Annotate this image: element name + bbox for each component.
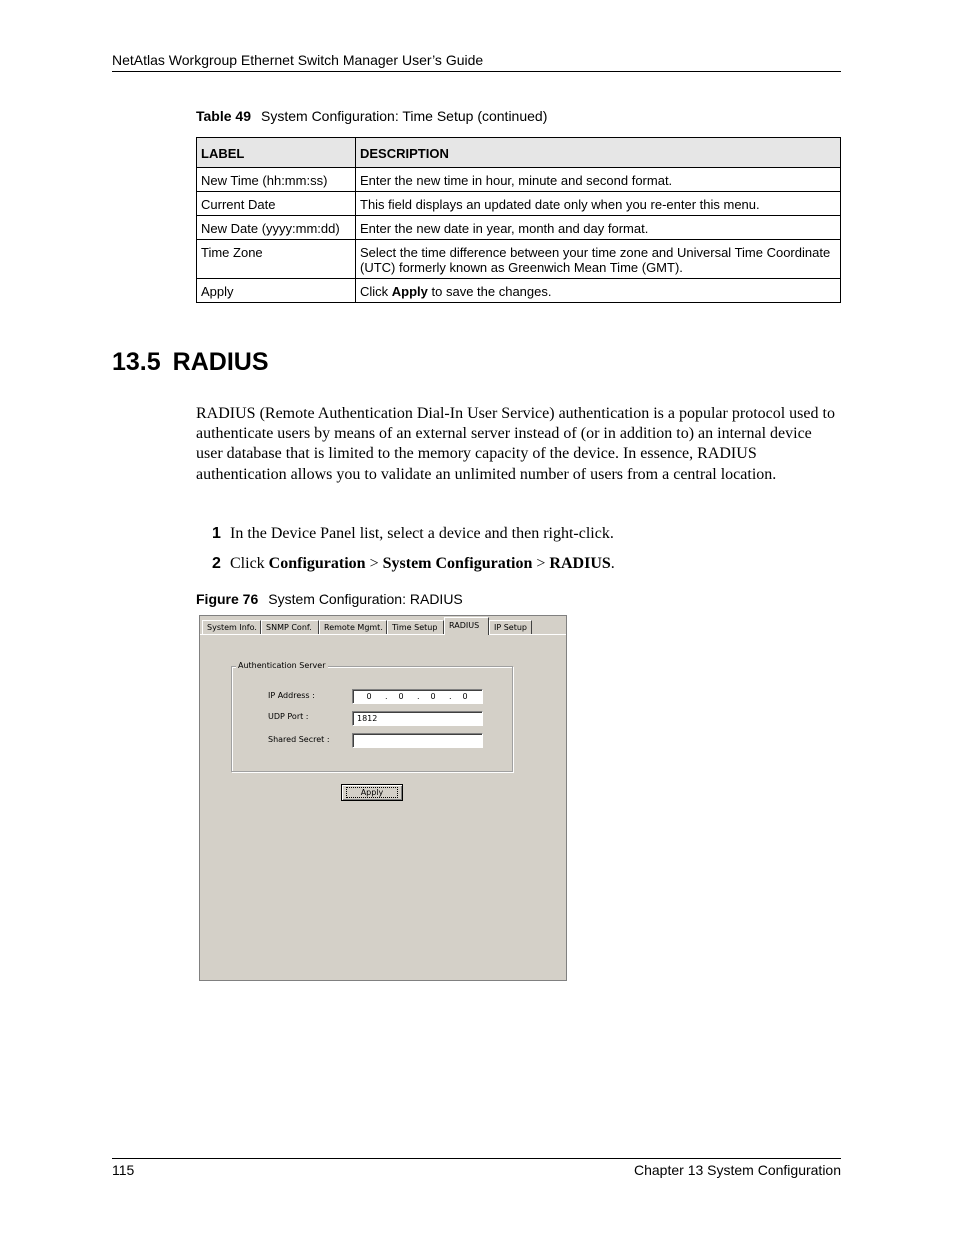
tab-ip-setup[interactable]: IP Setup — [489, 620, 532, 634]
apply-button-label: Apply — [346, 787, 399, 798]
table-caption-text: System Configuration: Time Setup (continued) — [261, 108, 548, 124]
page-number: 115 — [112, 1162, 135, 1178]
footer-chapter: Chapter 13 System Configuration — [634, 1162, 841, 1178]
table-row — [197, 279, 841, 303]
udp-port-input[interactable]: 1812 — [352, 711, 483, 726]
row-label: Current Date — [197, 192, 356, 216]
figure-caption-label: Figure 76 — [196, 591, 259, 607]
table-caption — [196, 108, 547, 124]
udp-port-label: UDP Port : — [268, 712, 309, 721]
step-number: 1 — [212, 525, 221, 542]
ip-octet-4: 0 — [462, 692, 468, 701]
ip-octet-1: 0 — [366, 692, 372, 701]
section-heading — [112, 348, 281, 377]
tab-system-info[interactable]: System Info. — [202, 620, 261, 634]
running-header: NetAtlas Workgroup Ethernet Switch Manager User’s Guide — [112, 52, 484, 68]
tab-snmp-conf[interactable]: SNMP Conf. — [261, 620, 319, 634]
ip-octet-2: 0 — [398, 692, 404, 701]
tab-radius[interactable]: RADIUS — [444, 617, 489, 635]
row-label: New Time (hh:mm:ss) — [197, 168, 356, 192]
group-title: Authentication Server — [238, 661, 326, 670]
table-row — [197, 240, 841, 279]
figure-caption-text: System Configuration: RADIUS — [268, 591, 463, 607]
step-text-pre: Click — [230, 555, 269, 572]
row-label: Apply — [197, 279, 356, 303]
row-description: Enter the new date in year, month and day format. — [356, 216, 841, 240]
row-description: Select the time difference between your time zone and Universal Time Coordinate (UTC) formerly known as Greenwich Mean Time (GMT). — [356, 240, 841, 279]
step-bold-configuration: Configuration — [268, 555, 366, 572]
row-label: New Date (yyyy:mm:dd) — [197, 216, 356, 240]
step-separator: > — [532, 555, 550, 572]
row-description: Enter the new time in hour, minute and second format. — [356, 168, 841, 192]
ip-address-label: IP Address : — [268, 691, 315, 700]
table-row — [197, 168, 841, 192]
step-number: 2 — [212, 555, 221, 572]
table-row — [197, 192, 841, 216]
section-number: 13.5 — [112, 348, 161, 376]
table-caption-label: Table 49 — [196, 108, 251, 124]
step-1 — [212, 525, 614, 543]
row-description-post: to save the changes. — [427, 284, 552, 299]
step-2 — [212, 555, 615, 573]
tab-baseline — [200, 634, 566, 635]
section-title: RADIUS — [172, 348, 269, 376]
row-label: Time Zone — [197, 240, 356, 279]
step-text: In the Device Panel list, select a device and then right-click. — [230, 525, 614, 542]
footer-rule — [112, 1158, 841, 1159]
row-description: This field displays an updated date only when you re-enter this menu. — [356, 192, 841, 216]
step-bold-radius: RADIUS — [549, 555, 611, 572]
shared-secret-input[interactable] — [352, 733, 483, 748]
tab-bar — [200, 616, 566, 635]
shared-secret-label: Shared Secret : — [268, 735, 330, 744]
figure-caption — [196, 591, 463, 607]
row-description-bold: Apply — [391, 284, 428, 299]
radius-config-window — [199, 615, 567, 981]
column-header-label: LABEL — [197, 138, 356, 168]
table-row — [197, 216, 841, 240]
step-text-post: . — [610, 555, 615, 572]
apply-button[interactable] — [341, 784, 403, 801]
header-rule — [112, 71, 841, 72]
section-paragraph: RADIUS (Remote Authentication Dial-In User Service) authentication is a popular protocol used to authenticate users by means of an external server instead of (or in addition to) an internal device user database that is limited to the memory capacity of the device. In essence, RADIUS authentication allows you to validate an unlimited number of users from a central location. — [196, 405, 835, 483]
time-setup-table — [196, 137, 841, 303]
row-description-pre: Click — [360, 284, 392, 299]
row-description — [356, 279, 841, 303]
tab-time-setup[interactable]: Time Setup — [387, 620, 444, 634]
step-bold-system-configuration: System Configuration — [382, 555, 533, 572]
column-header-description: DESCRIPTION — [356, 138, 841, 168]
tab-remote-mgmt[interactable]: Remote Mgmt. — [319, 620, 387, 634]
ip-octet-3: 0 — [430, 692, 436, 701]
step-separator: > — [365, 555, 383, 572]
ip-address-input[interactable]: 0 . 0 . 0 . 0 — [352, 689, 483, 704]
table-header-row — [197, 138, 841, 168]
